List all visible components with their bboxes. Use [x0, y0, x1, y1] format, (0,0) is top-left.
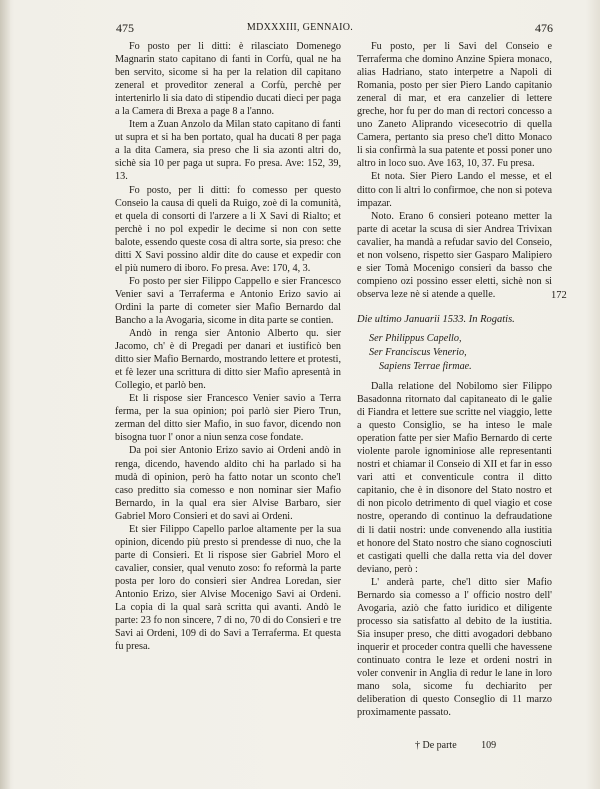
paragraph: Andò in renga sier Antonio Alberto qu. sier Jacomo, ch' è di Pregadi per danari et iustificò ben ditto sier Mafio Bernardo, mostrando lettere et protesti, et fè lezer una scrittura di ditto sier Mafio apresentà in Collegio, et parlò ben. [115, 328, 341, 392]
left-column [115, 40, 341, 653]
signatory-title: Sapiens Terrae firmae. [379, 360, 472, 372]
section-heading: Die ultimo Januarii 1533. In Rogatis. [357, 313, 515, 325]
paragraph: Fo posto, per li ditti: fo comesso per questo Conseio la causa di queli da Ruigo, zoè di la comunità, et quela di consorti di l'arzere a li X Savi di Rialto; et perchè i no pol expedir le decime si non con sette balote, essendo queste cosa di altra sorte, sia preso: che ditti X Savi possino aldir dite do cause et expedir con el più numero di iboro. Fo presa. Ave: 170, 4, 3. [115, 184, 341, 274]
page-number-right: 476 [535, 21, 553, 35]
right-column [357, 40, 552, 719]
paragraph: Et nota. Sier Piero Lando el messe, et el ditto con li altri lo confirmoe, che non si poteva impazar. [357, 171, 552, 209]
paragraph: Et li rispose sier Francesco Venier savio a Terra ferma, per la sua opinion; poi parlò sier Piero Trun, zerman del ditto sier Mafio, in suo favor, dicendo non bisogna tuor l' onor a niun senza cose fondate. [115, 393, 341, 444]
paragraph: Noto. Erano 6 consieri poteano metter la parte di acetar la scusa di sier Andrea Trivixan cavalier, ha mandà a refudar savio del Conseio, et non volseno, rispetto sier Gasparo Malipiero e sier Tomà Mocenigo consieri da basso che compieno ozi possino esser eletti, sichè non si observa leze nè si atende a quelle. [357, 210, 552, 300]
paragraph: Fo posto per li ditti: è rilasciato Domenego Magnarin stato capitano di fanti in Corfù, qual ne ha ben servito, sicome si ha per la relation dil capitano zeneral et proveditor zeneral a Corfù, perchè per intertenirlo li sia dato di stipendio ducati dieci per paga a la Camera di Brexa a page 8 a l'anno. [115, 41, 341, 118]
paragraph: Fo posto per sier Filippo Cappello e sier Francesco Venier savi a Terraferma e Antonio Erizo savio ai Ordini la parte di cometer sier Mafio Bernardo dal Bancho a la Avogaria, sicome in dita parte se contien. [115, 275, 341, 326]
running-title: MDXXXIII, GENNAIO. [246, 22, 354, 33]
running-header [0, 21, 600, 39]
paragraph: Da poi sier Antonio Erizo savio ai Ordeni andò in renga, dicendo, havendo aldito chi ha parlado si ha mudà di opinion, però ha fatto notar un sconto che'l caso preditto sia comesso e non nominar sier Mafio Bernardo, in la qual era sier Alvise Barbaro, sier Gabriel Moro Consieri et do savi ai Ordeni. [115, 445, 341, 522]
paragraph: Dalla relatione del Nobilomo sier Filippo Basadonna ritornato dal capitaneato di le galie di Fiandra et lettere sue scritte nel viaggio, lette a questo Consiglio, se ha inteso le male operation fatte per sier Mafio Bernardo di certe violente parole ignominiose alle representanti nostri et chiamar il Conseio di XII et far in esso vari atti et conventicule contra il ditto capitanio, che è in disonore del Stato nostro et di non picolo detrimento di quel viagio et cose nostre, operando di continuo la defraudatione di li datii nostri: unde convenendo alla iustitia et honore del Stato nostro che siano cognosciuti et castigati quelli che dalla retta via del dover deviano, però : [357, 380, 552, 575]
paragraph: Fu posto, per li Savi del Conseio e Terraferma che domino Anzine Spiera monaco, alias Hadriano, stato interpetre a Napoli di Romania, posto per sier Piero Lando capitanio zeneral di mar, et era canzelier di lettere greche, hor fu per do man di rectori concesso a uno Zaneto Aliprando vicesecotrio di quella Camera, pertanto sia preso che'l ditto Monaco li sia confirmà la sua patente et possi poner uno altro in loco suo. Ave 163, 10, 37. Fu presa. [357, 41, 552, 170]
footnote-mark: † De parte [415, 740, 457, 751]
footnote [415, 740, 496, 751]
signatory-name: Ser Philippus Capello, [369, 332, 462, 344]
page-number-left: 475 [116, 21, 134, 35]
footnote-number: 109 [481, 740, 497, 751]
paragraph: Et sier Filippo Capello parloe altamente per la sua opinion, dicendo più presto si prendesse di nuo, che la parte di Consieri. Et li rispose sier Gabriel Moro el cavalier, consier, qual venuto zoso: fo reformà la parte posta per loro do consieri sier Andrea Loredan, sier Antonio Erizo, sier Alvise Mocenigo Savi ai Ordeni. La copia di la qual sarà scritta qui avanti. Andò le parte: 23 fo non sincere, 7 di no, 70 di do Consieri e tre Savi ai Ordeni, 109 di do Savi a Terraferma. Et questa fu presa. [115, 523, 341, 653]
paragraph: Item a Zuan Anzolo da Milan stato capitano di fanti ut supra et si ha ben portato, qual ha ducati 8 per paga a la dita Camera, sia preso che li sia azonti altri do, sichè sia 10 per paga ut supra. Fo presa. Ave: 152, 39, 13. [115, 119, 341, 183]
paragraph: L' anderà parte, che'l ditto sier Mafio Bernardo sia comesso a l' officio nostro dell' Avogaria, aziò che fatto iuridico et diligente processo sia satisfatto al debito de la iustitia. Sia insuper preso, che ditti avogadori debbano inquerir et proceder contra quelli che havessene continuato contra le leze et ordeni nostri in voler convenir in Anglia di redur le lane in loro mano sola, sicome fu dechiarito per deliberation di questo Conseglio di 11 marzo proximamente passato. [357, 576, 552, 719]
signatories-block [357, 332, 552, 374]
signatory-name: Ser Franciscus Venerio, [369, 346, 467, 358]
page-spine-shadow [0, 0, 10, 789]
margin-number: 172 [551, 290, 567, 301]
